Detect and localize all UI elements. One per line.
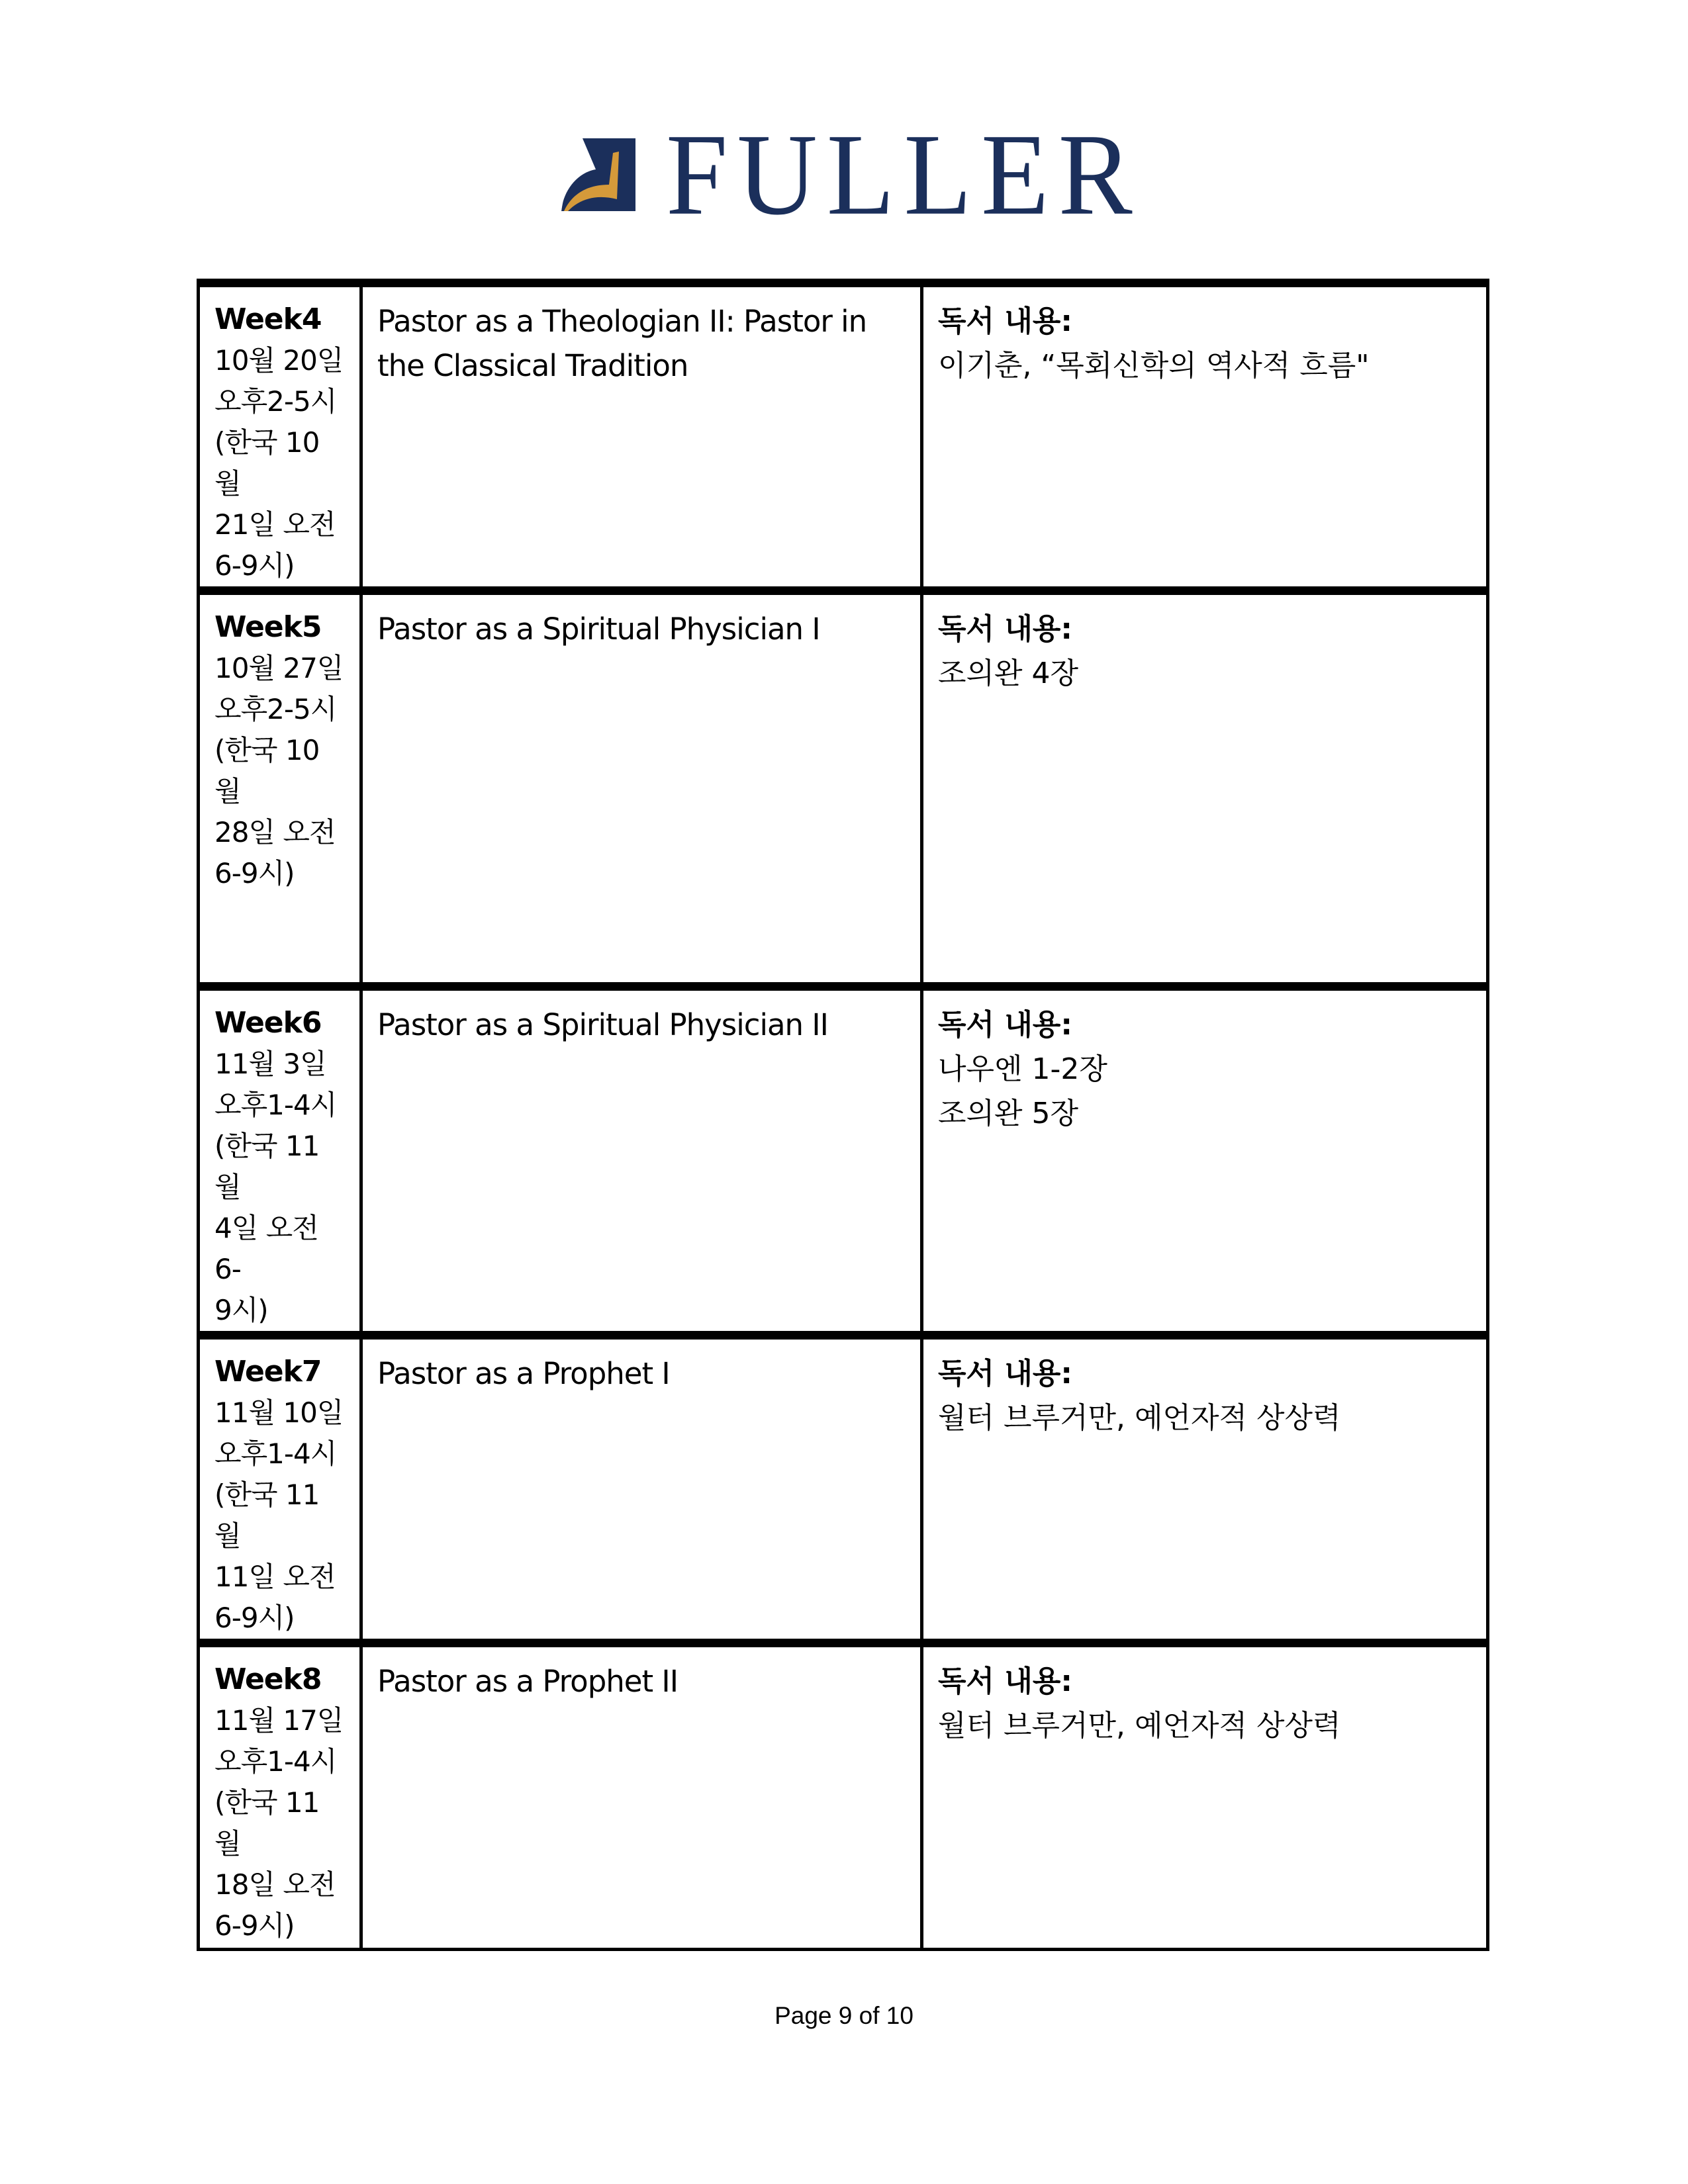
date-line: 오후1-4시 bbox=[214, 1437, 337, 1470]
topic-cell bbox=[361, 1643, 922, 1950]
topic-title: Pastor as a Spiritual Physician I bbox=[377, 612, 820, 647]
date-line: 오후2-5시 bbox=[214, 385, 337, 418]
date-line: 10월 27일 bbox=[214, 652, 344, 684]
reading-item: 월터 브루거만, 예언자적 상상력 bbox=[938, 1709, 1341, 1743]
date-line: 오후2-5시 bbox=[214, 693, 337, 725]
reading-cell bbox=[922, 987, 1488, 1336]
week-cell bbox=[199, 1643, 361, 1950]
date-line: 28일 오전 bbox=[214, 816, 336, 848]
date-line: 4일 오전 6- bbox=[214, 1212, 318, 1285]
week-cell bbox=[199, 987, 361, 1336]
topic-cell bbox=[361, 283, 922, 591]
topic-cell bbox=[361, 591, 922, 987]
date-line: 6-9시) bbox=[214, 857, 295, 889]
reading-label: 독서 내용: bbox=[938, 1008, 1072, 1042]
topic-title: Pastor as a Prophet I bbox=[377, 1356, 670, 1391]
date-line: (한국 11월 bbox=[214, 1479, 320, 1552]
week-cell bbox=[199, 283, 361, 591]
topic-title: Pastor as a Theologian II: Pastor in the Classical Tradition bbox=[377, 304, 867, 383]
reading-label: 독서 내용: bbox=[938, 1357, 1072, 1390]
topic-title: Pastor as a Prophet II bbox=[377, 1664, 678, 1699]
schedule-row bbox=[199, 591, 1488, 987]
schedule-row bbox=[199, 283, 1488, 591]
week-cell bbox=[199, 591, 361, 987]
reading-cell bbox=[922, 1336, 1488, 1643]
date-line: 21일 오전 bbox=[214, 508, 336, 541]
fuller-book-icon bbox=[556, 133, 639, 216]
reading-label: 독서 내용: bbox=[938, 612, 1072, 646]
reading-label: 독서 내용: bbox=[938, 1664, 1072, 1698]
date-line: (한국 10월 bbox=[214, 734, 320, 807]
date-line: 11월 17일 bbox=[214, 1704, 344, 1737]
date-line: 오후1-4시 bbox=[214, 1089, 337, 1121]
schedule-row bbox=[199, 1643, 1488, 1950]
reading-item: 조의완 5장 bbox=[938, 1097, 1078, 1130]
logo-wordmark: FULLER bbox=[666, 110, 1142, 240]
date-line: 11일 오전 bbox=[214, 1561, 336, 1593]
weekly-schedule-table bbox=[197, 279, 1489, 1951]
topic-cell bbox=[361, 1336, 922, 1643]
date-line: (한국 11월 bbox=[214, 1130, 320, 1203]
date-line: 18일 오전 bbox=[214, 1868, 336, 1901]
reading-item: 조의완 4장 bbox=[938, 657, 1078, 690]
date-line: 10월 20일 bbox=[214, 344, 344, 377]
reading-label: 독서 내용: bbox=[938, 304, 1072, 338]
date-line: 11월 3일 bbox=[214, 1048, 326, 1080]
week-label: Week7 bbox=[214, 1355, 322, 1388]
reading-cell bbox=[922, 283, 1488, 591]
week-label: Week5 bbox=[214, 610, 322, 644]
week-cell bbox=[199, 1336, 361, 1643]
reading-item: 이기춘, “목회신학의 역사적 흐름" bbox=[938, 349, 1370, 383]
reading-item: 월터 브루거만, 예언자적 상상력 bbox=[938, 1401, 1341, 1435]
date-line: 6-9시) bbox=[214, 1602, 295, 1634]
date-line: (한국 11월 bbox=[214, 1786, 320, 1860]
date-line: 6-9시) bbox=[214, 1909, 295, 1942]
date-line: (한국 10월 bbox=[214, 426, 320, 500]
date-line: 9시) bbox=[214, 1294, 268, 1326]
week-label: Week8 bbox=[214, 1662, 322, 1696]
date-line: 11월 10일 bbox=[214, 1396, 344, 1429]
week-label: Week4 bbox=[214, 302, 322, 336]
reading-cell bbox=[922, 591, 1488, 987]
topic-cell bbox=[361, 987, 922, 1336]
reading-cell bbox=[922, 1643, 1488, 1950]
schedule-row bbox=[199, 1336, 1488, 1643]
reading-item: 나우엔 1-2장 bbox=[938, 1052, 1107, 1086]
week-label: Week6 bbox=[214, 1006, 322, 1040]
schedule-row bbox=[199, 987, 1488, 1336]
page-number: Page 9 of 10 bbox=[774, 2002, 914, 2029]
fuller-logo bbox=[556, 110, 1142, 240]
date-line: 오후1-4시 bbox=[214, 1745, 337, 1778]
date-line: 6-9시) bbox=[214, 549, 295, 582]
topic-title: Pastor as a Spiritual Physician II bbox=[377, 1007, 828, 1042]
